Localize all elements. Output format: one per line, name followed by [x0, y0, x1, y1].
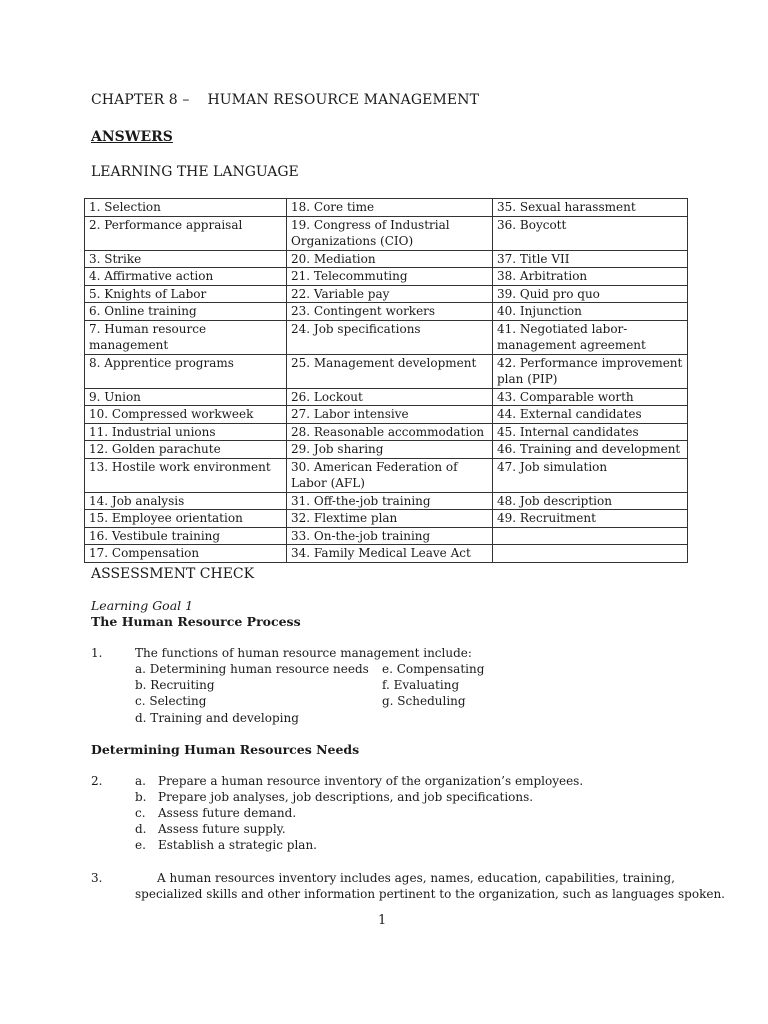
table-cell: 27. Labor intensive: [287, 406, 493, 424]
table-cell: 45. Internal candidates: [493, 423, 688, 441]
table-cell: 22. Variable pay: [287, 285, 493, 303]
table-cell: 36. Boycott: [493, 216, 688, 250]
table-cell: 46. Training and development: [493, 441, 688, 459]
list-item: [135, 806, 296, 820]
question-number: 1.: [91, 646, 103, 660]
table-cell: 7. Human resource management: [85, 320, 287, 354]
page-number: 1: [378, 913, 387, 928]
table-row: [85, 458, 688, 492]
table-row: [85, 354, 688, 388]
table-cell: 28. Reasonable accommodation: [287, 423, 493, 441]
table-row: [85, 320, 688, 354]
table-row: [85, 423, 688, 441]
table-cell: 43. Comparable worth: [493, 388, 688, 406]
table-cell: 8. Apprentice programs: [85, 354, 287, 388]
table-cell: 32. Flextime plan: [287, 510, 493, 528]
table-cell: 16. Vestibule training: [85, 527, 287, 545]
list-text: Prepare job analyses, job descriptions, and job specifications.: [158, 790, 534, 804]
table-row: [85, 510, 688, 528]
table-cell: 12. Golden parachute: [85, 441, 287, 459]
list-item: [135, 790, 533, 804]
list-item: [135, 774, 583, 788]
list-letter: e.: [135, 838, 146, 852]
list-text: Assess future supply.: [158, 822, 286, 836]
table-cell: 6. Online training: [85, 303, 287, 321]
list-item: c. Selecting: [135, 694, 207, 708]
section-title-hr-process: The Human Resource Process: [91, 614, 301, 629]
table-cell: 33. On-the-job training: [287, 527, 493, 545]
table-cell: 24. Job specifications: [287, 320, 493, 354]
terms-table-body: [85, 199, 688, 563]
table-cell: 40. Injunction: [493, 303, 688, 321]
table-cell: 25. Management development: [287, 354, 493, 388]
table-cell: 31. Off-the-job training: [287, 492, 493, 510]
table-row: [85, 388, 688, 406]
list-letter: b.: [135, 790, 147, 804]
list-item: [135, 838, 317, 852]
table-cell: 2. Performance appraisal: [85, 216, 287, 250]
list-letter: a.: [135, 774, 146, 788]
table-cell: [493, 545, 688, 563]
table-cell: 19. Congress of Industrial Organizations (CIO): [287, 216, 493, 250]
table-cell: 34. Family Medical Leave Act: [287, 545, 493, 563]
table-cell: 20. Mediation: [287, 250, 493, 268]
question-number: 2.: [91, 774, 103, 788]
question-number: 3.: [91, 871, 103, 885]
table-cell: 35. Sexual harassment: [493, 199, 688, 217]
table-row: [85, 268, 688, 286]
table-cell: 13. Hostile work environment: [85, 458, 287, 492]
table-cell: 14. Job analysis: [85, 492, 287, 510]
table-cell: 10. Compressed workweek: [85, 406, 287, 424]
list-item: g. Scheduling: [382, 694, 466, 708]
table-cell: 17. Compensation: [85, 545, 287, 563]
table-row: [85, 441, 688, 459]
table-cell: 23. Contingent workers: [287, 303, 493, 321]
list-text: Assess future demand.: [158, 806, 297, 820]
list-item: e. Compensating: [382, 662, 485, 676]
list-item: f. Evaluating: [382, 678, 460, 692]
table-cell: 9. Union: [85, 388, 287, 406]
table-row: [85, 199, 688, 217]
list-letter: d.: [135, 822, 147, 836]
table-cell: 29. Job sharing: [287, 441, 493, 459]
question-text: The functions of human resource management include:: [135, 646, 472, 660]
table-cell: 4. Affirmative action: [85, 268, 287, 286]
table-cell: 5. Knights of Labor: [85, 285, 287, 303]
learning-language-heading: LEARNING THE LANGUAGE: [91, 164, 299, 180]
answers-heading: ANSWERS: [91, 129, 173, 145]
list-item: a. Determining human resource needs: [135, 662, 369, 676]
table-cell: 3. Strike: [85, 250, 287, 268]
table-cell: 1. Selection: [85, 199, 287, 217]
table-row: [85, 527, 688, 545]
table-cell: 30. American Federation of Labor (AFL): [287, 458, 493, 492]
table-row: [85, 406, 688, 424]
chapter-number: CHAPTER 8 –: [91, 92, 190, 108]
table-cell: 47. Job simulation: [493, 458, 688, 492]
table-cell: [493, 527, 688, 545]
table-cell: 21. Telecommuting: [287, 268, 493, 286]
table-cell: 48. Job description: [493, 492, 688, 510]
table-row: [85, 285, 688, 303]
terms-table: [84, 198, 688, 563]
list-text: Prepare a human resource inventory of the organization’s employees.: [158, 774, 584, 788]
section-title-hr-needs: Determining Human Resources Needs: [91, 742, 360, 757]
learning-goal-label: Learning Goal 1: [91, 598, 194, 613]
table-cell: 11. Industrial unions: [85, 423, 287, 441]
table-row: [85, 545, 688, 563]
table-cell: 38. Arbitration: [493, 268, 688, 286]
chapter-title: HUMAN RESOURCE MANAGEMENT: [207, 92, 480, 108]
table-cell: 39. Quid pro quo: [493, 285, 688, 303]
table-row: [85, 303, 688, 321]
list-item: d. Training and developing: [135, 711, 299, 725]
assessment-check-heading: ASSESSMENT CHECK: [91, 566, 255, 582]
answer-text-line: specialized skills and other information pertinent to the organization, such as languages spoken.: [135, 887, 725, 901]
list-item: b. Recruiting: [135, 678, 215, 692]
table-cell: 37. Title VII: [493, 250, 688, 268]
table-cell: 41. Negotiated labor-management agreement: [493, 320, 688, 354]
table-row: [85, 216, 688, 250]
table-cell: 18. Core time: [287, 199, 493, 217]
list-text: Establish a strategic plan.: [158, 838, 317, 852]
table-cell: 44. External candidates: [493, 406, 688, 424]
table-cell: 49. Recruitment: [493, 510, 688, 528]
list-item: [135, 822, 286, 836]
table-row: [85, 492, 688, 510]
table-cell: 15. Employee orientation: [85, 510, 287, 528]
chapter-heading: [91, 92, 479, 108]
table-cell: 26. Lockout: [287, 388, 493, 406]
list-letter: c.: [135, 806, 146, 820]
answer-text-line: A human resources inventory includes ages, names, education, capabilities, training,: [157, 871, 675, 885]
table-cell: 42. Performance improvement plan (PIP): [493, 354, 688, 388]
table-row: [85, 250, 688, 268]
